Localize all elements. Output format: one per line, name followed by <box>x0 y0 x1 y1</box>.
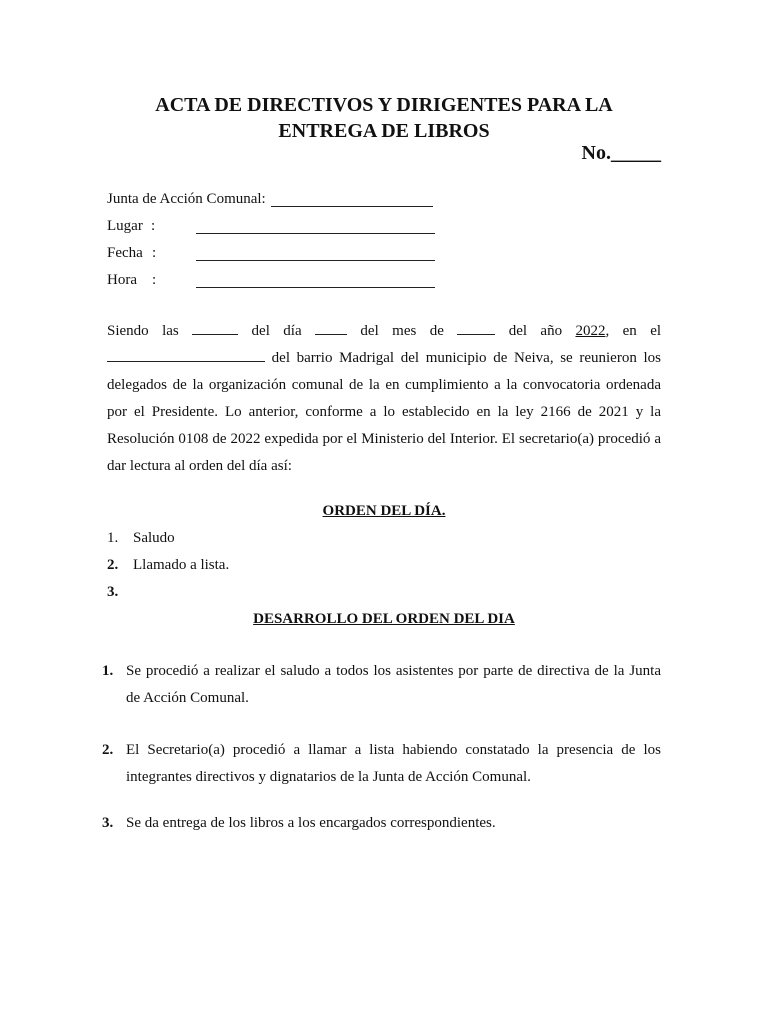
intro-line-3: delegados de la organización comunal de la en cumplimiento a la convocatoria ordenada <box>107 377 661 393</box>
orden-item-1-text: Saludo <box>133 530 175 546</box>
intro-line-2-text: del barrio Madrigal del municipio de Neiva, se reunieron los <box>271 350 661 366</box>
desarrollo-item-2-number: 2. <box>102 742 114 758</box>
field-lugar-blank <box>196 233 435 234</box>
orden-item-1 <box>107 529 175 547</box>
field-hora-label: Hora <box>107 272 137 288</box>
document-title-line-1: ACTA DE DIRECTIVOS Y DIRIGENTES PARA LA <box>155 94 613 116</box>
orden-item-1-number: 1. <box>107 530 119 546</box>
blank-place <box>107 347 265 362</box>
field-junta-label: Junta de Acción Comunal: <box>107 191 266 207</box>
intro-en-el: , en el <box>605 323 662 339</box>
orden-heading: ORDEN DEL DÍA. <box>322 503 446 519</box>
intro-siendo: Siendo las <box>107 323 179 339</box>
intro-del-mes: del mes de <box>360 323 444 339</box>
intro-line-1 <box>107 318 661 345</box>
field-fecha <box>107 244 157 262</box>
blank-day <box>315 320 347 335</box>
field-lugar-colon: : <box>151 218 156 234</box>
orden-item-3 <box>107 583 133 601</box>
desarrollo-item-2-line-1: El Secretario(a) procedió a llamar a lista habiendo constatado la presencia de los <box>126 742 661 758</box>
desarrollo-item-2 <box>102 737 661 791</box>
field-junta-blank <box>271 206 433 207</box>
desarrollo-item-2-line-2: integrantes directivos y dignatarios de la Junta de Acción Comunal. <box>126 769 531 785</box>
blank-hour <box>192 320 238 335</box>
desarrollo-item-3 <box>102 810 661 837</box>
intro-line-4: por el Presidente. Lo anterior, conforme a lo establecido en la ley 2166 de 2021 y la <box>107 404 661 420</box>
orden-item-3-number: 3. <box>107 584 119 600</box>
intro-line-2 <box>107 345 661 372</box>
intro-line-5: Resolución 0108 de 2022 expedida por el Ministerio del Interior. El secretario(a) procedió a <box>107 431 661 447</box>
document-number: No._____ <box>581 142 661 164</box>
orden-item-2-text: Llamado a lista. <box>133 557 230 573</box>
field-hora-blank <box>196 287 435 288</box>
field-hora <box>107 271 157 289</box>
desarrollo-item-1-number: 1. <box>102 663 114 679</box>
orden-item-2-number: 2. <box>107 557 119 573</box>
field-fecha-label: Fecha <box>107 245 143 261</box>
field-fecha-blank <box>196 260 435 261</box>
field-fecha-colon: : <box>152 245 157 261</box>
desarrollo-item-1-line-2: de Acción Comunal. <box>126 690 249 706</box>
intro-del-ano: del año <box>508 323 563 339</box>
blank-month <box>457 320 495 335</box>
desarrollo-heading: DESARROLLO DEL ORDEN DEL DIA <box>253 611 515 627</box>
desarrollo-item-1-line-1: Se procedió a realizar el saludo a todos los asistentes por parte de directiva de la Junta <box>126 663 661 679</box>
intro-del-dia: del día <box>251 323 302 339</box>
intro-line-6: dar lectura al orden del día así: <box>107 458 292 474</box>
field-lugar <box>107 217 156 235</box>
desarrollo-item-3-line-1: Se da entrega de los libros a los encargados correspondientes. <box>126 815 496 831</box>
field-hora-colon: : <box>152 272 157 288</box>
field-junta <box>107 190 266 208</box>
document-title-line-2: ENTREGA DE LIBROS <box>278 120 490 142</box>
intro-year: 2022 <box>575 323 606 339</box>
field-lugar-label: Lugar <box>107 218 143 234</box>
desarrollo-item-3-number: 3. <box>102 815 114 831</box>
intro-paragraph <box>107 318 661 480</box>
orden-item-2 <box>107 556 229 574</box>
desarrollo-item-1 <box>102 658 661 712</box>
